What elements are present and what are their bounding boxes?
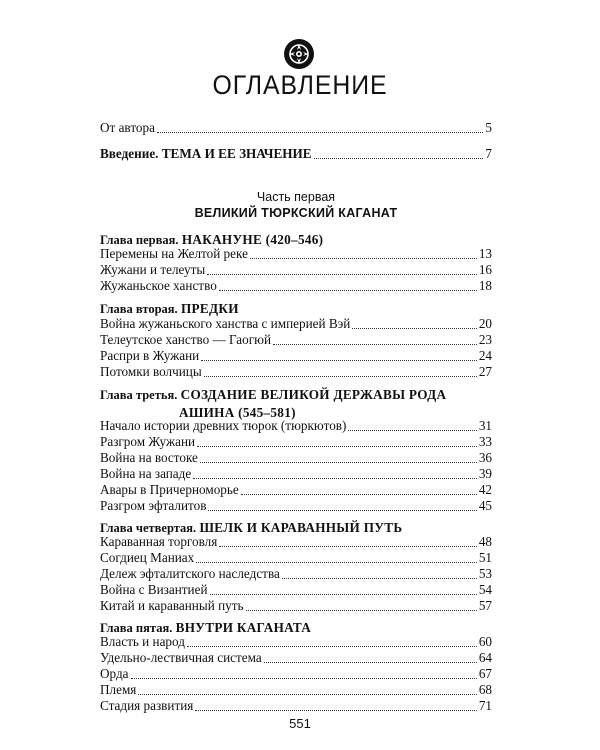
- toc-entry[interactable]: [100, 497, 492, 515]
- leader-dots: [273, 343, 477, 345]
- leader-dots: [219, 289, 477, 291]
- toc-entry-page: 24: [478, 348, 492, 363]
- toc-entry-title: Власть и народ: [100, 634, 185, 649]
- toc-entry-title: Война на западе: [100, 466, 192, 481]
- toc-entry-page: 45: [478, 498, 492, 513]
- toc-entry-page: 20: [478, 316, 492, 331]
- toc-entry-title: Орда: [100, 666, 129, 681]
- chapter-title: ВНУТРИ КАГАНАТА: [175, 620, 312, 635]
- leader-dots: [157, 131, 483, 133]
- toc-entry-title: Удельно-лествичная система: [100, 650, 262, 665]
- chapter-number: Глава первая.: [100, 233, 179, 247]
- toc-entry-title: Авары в Причерноморье: [100, 482, 239, 497]
- toc-entry-title: Перемены на Желтой реке: [100, 246, 248, 261]
- toc-entry-title: Начало истории древних тюрок (тюркютов): [100, 418, 347, 433]
- toc-entry-page: 71: [478, 698, 492, 713]
- leader-dots: [348, 429, 476, 431]
- toc-entry-title: Китай и караванный путь: [100, 598, 244, 613]
- leader-dots: [195, 709, 476, 711]
- toc-entry-page: 39: [478, 466, 492, 481]
- toc-entry-page: 33: [478, 434, 492, 449]
- toc-entry-page: 18: [478, 278, 492, 293]
- rosette-ornament-icon: [283, 38, 315, 70]
- toc-entry-title: Война на востоке: [100, 450, 198, 465]
- leader-dots: [241, 493, 477, 495]
- toc-entry-title: Жужани и телеуты: [100, 262, 206, 277]
- page-number: 551: [289, 716, 311, 731]
- leader-dots: [219, 545, 477, 547]
- leader-dots: [204, 375, 477, 377]
- toc-entry-page: 13: [478, 246, 492, 261]
- part-label: Часть первая: [256, 190, 336, 204]
- leader-dots: [201, 359, 477, 361]
- chapter-title-continuation: АШИНА (545–581): [179, 405, 296, 420]
- toc-entry-title: Война с Византией: [100, 582, 208, 597]
- leader-dots: [131, 677, 477, 679]
- toc-entry-title: Потомки волчицы: [100, 364, 202, 379]
- toc-entry-page: 57: [478, 598, 492, 613]
- toc-entry-page: 23: [478, 332, 492, 347]
- chapter-title: ПРЕДКИ: [180, 301, 239, 316]
- part-title: ВЕЛИКИЙ ТЮРКСКИЙ КАГАНАТ: [194, 206, 398, 220]
- leader-dots: [352, 327, 476, 329]
- toc-entry-page: 67: [478, 666, 492, 681]
- leader-dots: [187, 645, 477, 647]
- chapter-title: НАКАНУНЕ (420–546): [181, 232, 324, 247]
- leader-dots: [138, 693, 476, 695]
- toc-entry[interactable]: [100, 597, 492, 615]
- toc-entry[interactable]: [100, 697, 492, 715]
- toc-entry[interactable]: [100, 363, 492, 381]
- toc-entry-title: Война жужаньского ханства с империей Вэй: [100, 316, 351, 331]
- leader-dots: [250, 257, 477, 259]
- toc-entry-title: Введение. ТЕМА И ЕЕ ЗНАЧЕНИЕ: [100, 146, 312, 161]
- toc-entry-page: 68: [478, 682, 492, 697]
- toc-entry-title: Распри в Жужани: [100, 348, 200, 363]
- chapter-title: ШЕЛК И КАРАВАННЫЙ ПУТЬ: [199, 520, 403, 535]
- chapter-number: Глава четвертая.: [100, 521, 197, 535]
- toc-entry-title: Телеутское ханство — Гаогюй: [100, 332, 272, 347]
- toc-entry-page: 7: [485, 146, 492, 161]
- toc-entry-title: Согдиец Маниах: [100, 550, 195, 565]
- chapter-number: Глава третья.: [100, 388, 178, 402]
- page-title: ОГЛАВЛЕНИЕ: [212, 70, 388, 100]
- toc-entry-preface[interactable]: [100, 119, 492, 137]
- toc-entry-introduction[interactable]: [100, 145, 492, 163]
- toc-entry-page: 5: [485, 120, 492, 135]
- toc-entry-title: Племя: [100, 682, 137, 697]
- leader-dots: [196, 561, 477, 563]
- leader-dots: [264, 661, 477, 663]
- toc-entry-page: 48: [478, 534, 492, 549]
- leader-dots: [193, 477, 477, 479]
- toc-entry-title: Разгром Жужани: [100, 434, 196, 449]
- toc-entry-page: 42: [478, 482, 492, 497]
- toc-entry-page: 31: [478, 418, 492, 433]
- chapter-title: СОЗДАНИЕ ВЕЛИКОЙ ДЕРЖАВЫ РОДА: [180, 387, 447, 402]
- leader-dots: [246, 609, 477, 611]
- toc-entry-title: Разгром эфталитов: [100, 498, 207, 513]
- leader-dots: [282, 577, 477, 579]
- leader-dots: [314, 157, 484, 159]
- leader-dots: [210, 593, 477, 595]
- toc-entry-page: 53: [478, 566, 492, 581]
- chapter-number: Глава вторая.: [100, 302, 178, 316]
- chapter-number: Глава пятая.: [100, 621, 173, 635]
- toc-entry-page: 16: [478, 262, 492, 277]
- toc-entry-title: Жужаньское ханство: [100, 278, 217, 293]
- toc-entry-page: 64: [478, 650, 492, 665]
- toc-entry-title: Дележ эфталитского наследства: [100, 566, 280, 581]
- leader-dots: [208, 509, 476, 511]
- toc-entry-title: Караванная торговля: [100, 534, 218, 549]
- toc-entry-page: 54: [478, 582, 492, 597]
- toc-entry[interactable]: [100, 277, 492, 295]
- toc-entry-title: Стадия развития: [100, 698, 194, 713]
- leader-dots: [197, 445, 477, 447]
- toc-entry-page: 51: [478, 550, 492, 565]
- chapter-heading[interactable]: [100, 386, 492, 421]
- toc-entry-page: 27: [478, 364, 492, 379]
- toc-entry-page: 60: [478, 634, 492, 649]
- leader-dots: [207, 273, 477, 275]
- toc-entry-page: 36: [478, 450, 492, 465]
- leader-dots: [200, 461, 477, 463]
- toc-entry-title: От автора: [100, 120, 155, 135]
